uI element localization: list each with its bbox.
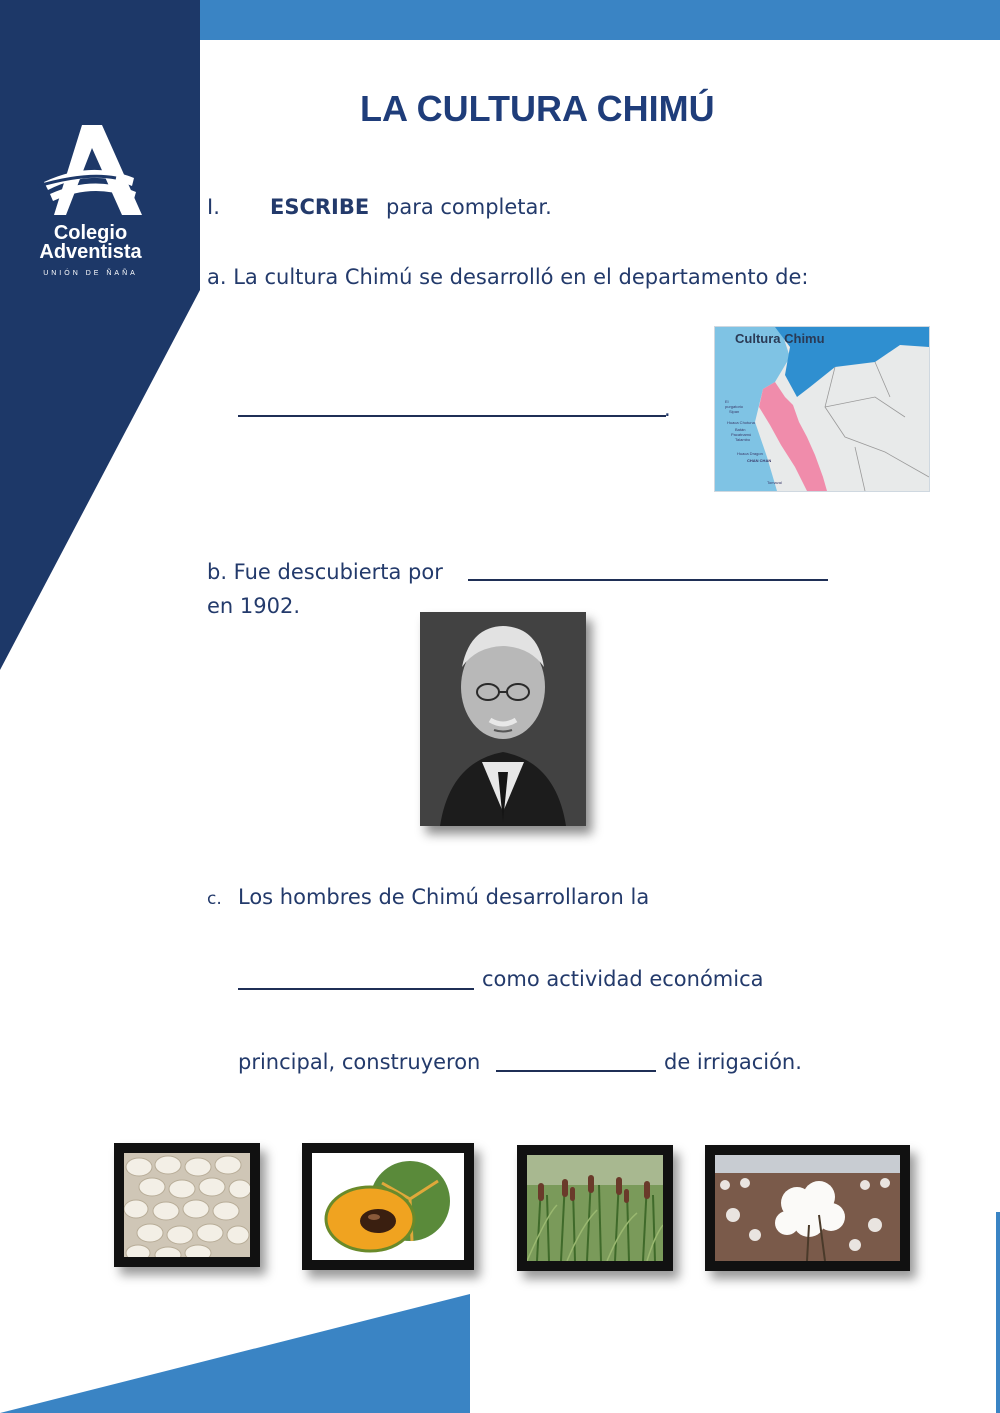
chimu-map-image [714, 326, 930, 492]
instruction-number: I. [207, 195, 220, 219]
side-panel [0, 0, 200, 670]
question-b-year: en 1902. [207, 594, 301, 618]
question-a-text: a. La cultura Chimú se desarrolló en el departamento de: [207, 265, 809, 289]
instruction-text: para completar. [386, 195, 552, 219]
question-c-line2: como actividad económica [482, 967, 764, 991]
answer-line-a-period: . [664, 397, 671, 421]
bottom-corner-shape [0, 1294, 470, 1413]
school-logo [18, 120, 163, 277]
map-label: Huaca Chotuna [727, 420, 755, 425]
logo-tagline: UNIÓN DE ÑAÑA [43, 270, 138, 277]
instruction-verb: ESCRIBE [270, 195, 370, 219]
logo-name-line1: Colegio [53, 222, 128, 244]
discoverer-portrait-photo [420, 612, 586, 826]
map-label: Tomaval [767, 480, 782, 485]
map-label: El [725, 399, 729, 404]
right-edge-stripe [996, 1212, 1000, 1413]
reeds-drawing [527, 1155, 663, 1261]
top-banner-stripe [198, 0, 1000, 40]
question-c-line3-end: de irrigación. [664, 1050, 802, 1074]
answer-line-c2[interactable] [496, 1070, 656, 1072]
map-drawing [715, 327, 929, 491]
answer-line-c1[interactable] [238, 988, 474, 990]
beans-drawing [124, 1153, 250, 1257]
logo-name-line2: Adventista [39, 241, 142, 263]
map-label: CHAN CHAN [747, 458, 772, 463]
map-label: Talambo [735, 437, 751, 442]
cotton-drawing [715, 1155, 900, 1261]
map-title: Cultura Chimu [735, 331, 825, 346]
answer-line-b[interactable] [468, 579, 828, 581]
answer-line-a[interactable] [238, 415, 666, 417]
totora-reeds-image[interactable] [517, 1145, 673, 1271]
question-c-line3-start: principal, construyeron [238, 1050, 481, 1074]
map-label: Sipan [729, 409, 740, 414]
map-label: Batán [735, 427, 746, 432]
map-label: Pacatnamú [731, 432, 752, 437]
page-title: LA CULTURA CHIMÚ [360, 88, 715, 129]
logo-a-icon [36, 120, 146, 220]
beans-image[interactable] [114, 1143, 260, 1267]
lucuma-fruit-image[interactable] [302, 1143, 474, 1270]
question-c-letter: c. [207, 889, 222, 909]
portrait-drawing [420, 612, 586, 826]
cotton-plant-image[interactable] [705, 1145, 910, 1271]
lucuma-drawing [312, 1153, 464, 1260]
question-b-text: b. Fue descubierta por [207, 560, 443, 584]
map-label: purgatorio [725, 404, 744, 409]
question-c-line1: Los hombres de Chimú desarrollaron la [238, 885, 650, 909]
map-label: Huaca Dragon [737, 451, 763, 456]
